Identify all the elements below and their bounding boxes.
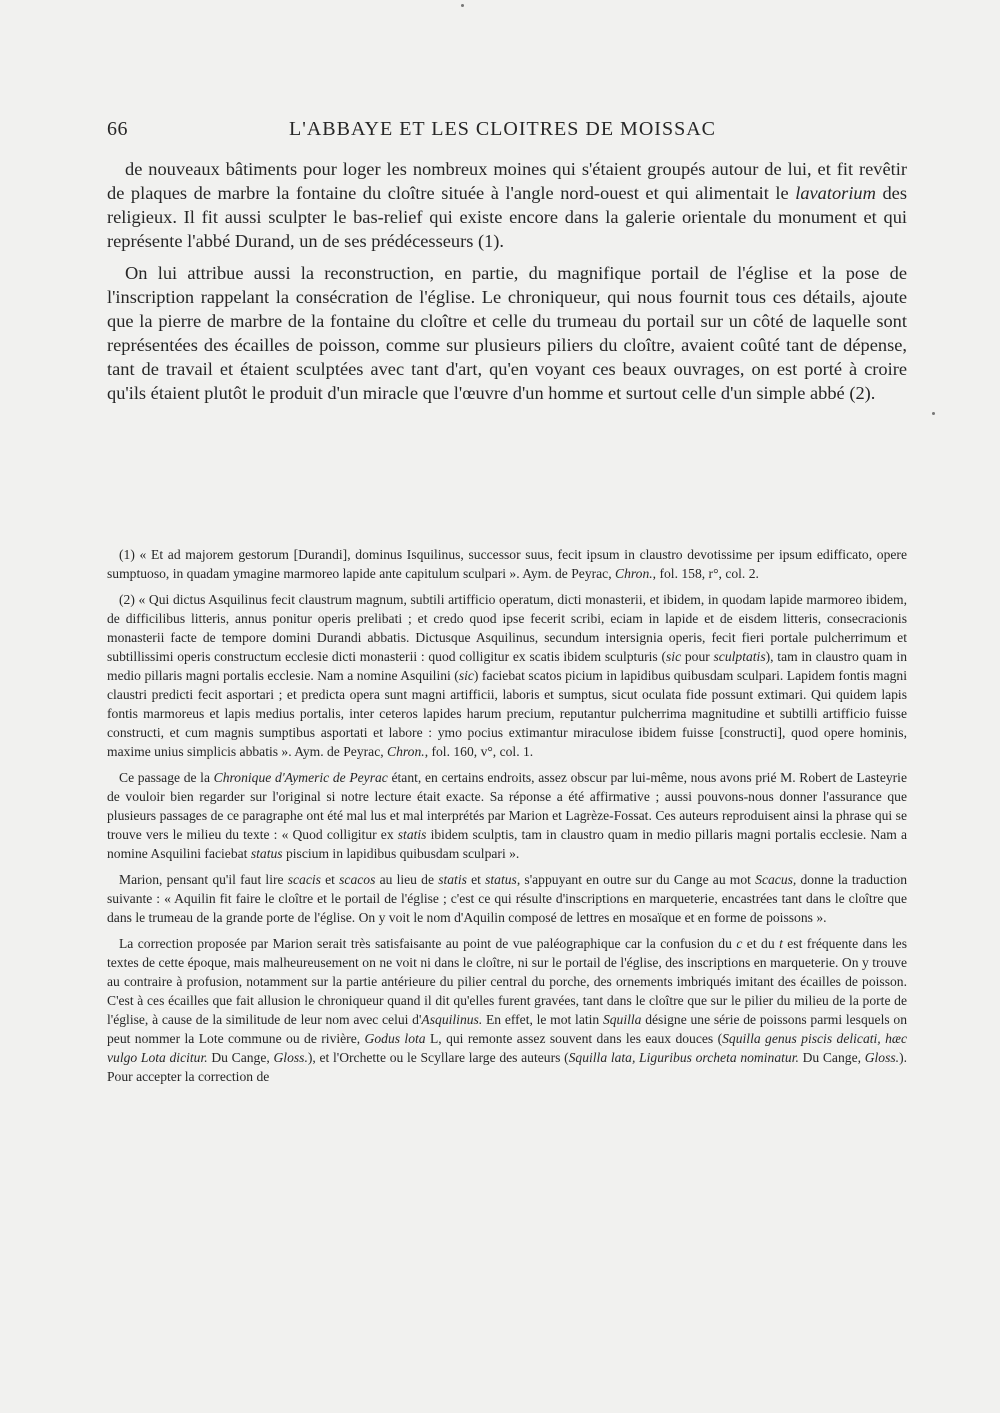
text-run: (2) « Qui dictus Asquilinus fecit claustrum magnum, subtili artifficio operatum, dicti monasterii, et ibidem, in quodam lapide marmoreo ibidem, de difficilibus litteris, annus ponitur operis prelibati ; et credo quod ipse fecerit scribi, eciam in lapide et de eisdem litteris, consecracionis monasterii facte de tempore domini Durandi abbatis. Dictusque Asquilinus, secundum intersignia operis, fecit fieri portale pulcherrimum et subtillissimi operis constructum ecclesie dicti monasterii : quod colligitur ex scatis ibidem sculpturis (: [107, 592, 907, 664]
italic-text: Squilla genus piscis delicati, hæc vulgo Lota dicitur.: [107, 1031, 907, 1065]
italic-text: status: [250, 846, 283, 861]
text-run: Marion, pensant qu'il faut lire: [119, 872, 288, 887]
text-run: , fol. 158, r°, col. 2.: [652, 566, 759, 581]
footnote-2: [107, 590, 907, 761]
paper-speck: [932, 412, 935, 415]
italic-text: Squilla lata, Liguribus orcheta nominatur.: [568, 1050, 799, 1065]
italic-text: statis: [438, 872, 467, 887]
text-run: Du Cange,: [207, 1050, 274, 1065]
text-run: de nouveaux bâtiments pour loger les nombreux moines qui s'étaient groupés autour de lui, et fit revêtir de plaques de marbre la fontaine du cloître située à l'angle nord-ouest et qui alimentait le: [107, 159, 907, 203]
footnotes: [107, 545, 907, 1086]
paper-speck: [461, 4, 464, 7]
text-run: étant, en certains endroits, assez obscur par lui-même, nous avons prié M. Robert de Lasteyrie de vouloir bien regarder sur l'original si notre lecture était exacte. Sa réponse a été affirmative ; aussi pouvons-nous donner l'assurance que plusieurs passages de ce paragraphe ont été mal lus et mal interprétés par Marion et Lagrèze-Fossat. Ces auteurs reproduisent ainsi la phrase qui se trouve vers le milieu du texte : « Quod colligitur ex: [107, 770, 907, 842]
text-run: ), tam in claustro quam in medio pillaris magni portalis ecclesie. Nam a nomine Asquilini (: [107, 649, 907, 683]
text-run: , fol. 160, v°, col. 1.: [424, 744, 534, 759]
italic-text: sic: [458, 668, 474, 683]
page-header: [107, 118, 907, 146]
text-run: , s'appuyant en outre sur du Cange au mot: [516, 872, 756, 887]
footnote-4: [107, 870, 907, 927]
text-run: Du Cange,: [798, 1050, 865, 1065]
italic-text: status: [485, 872, 517, 887]
text-run: et: [320, 872, 340, 887]
main-text: [107, 157, 907, 405]
italic-text: t: [779, 936, 783, 951]
running-title: L'ABBAYE ET LES CLOITRES DE MOISSAC: [289, 118, 716, 140]
text-run: ) faciebat scatos picium in lapidibus quibusdam sculpari. Lapidem fontis magni claustri predicti fecit asportari ; et predicta opera sunt magni artifficii, laboris et sumptus, sicut oculata fide possunt extimari. Qui quidem lapis fontis marmoreus et lapis medius portalis, inter ceteros lapides harum precium, reputantur pulcherrima magnitudine et subtilli artifficio fuisse constructi, et cum magnis sumptibus asportati et labore : ymo pocius extimantur miraculose ibidem fuisse [constructi], quod opere hominis, maxime unius simplicis abbatis ». Aym. de Peyrac,: [107, 668, 907, 759]
text-run: donne la traduction suivante : « Aquilin fit faire le cloître et le portail de l'église ; c'est ce qui résulte d'inscriptions en marqueterie, encastrées tant dans le cloître que dans le trumeau de la grande porte de l'église. On y voit le nom d'Aquilin composé de lettres en mosaïque et en forme de poissons ».: [107, 872, 908, 925]
italic-text: Asquilinus.: [421, 1012, 483, 1027]
italic-text: scacis: [287, 872, 321, 887]
italic-text: lavatorium: [795, 183, 876, 203]
text-run: (1) « Et ad majorem gestorum [Durandi], dominus Isquilinus, successor suus, fecit ipsum in claustro devotissime per ipsum edifficato, opere sumptuoso, in quadam ymagine marmoreo lapide ante capitulum sculpari ». Aym. de Peyrac,: [107, 547, 907, 581]
italic-text: c: [736, 936, 743, 951]
italic-text: Scacus,: [755, 872, 797, 887]
body-paragraph-1: [107, 157, 907, 253]
italic-text: statis: [397, 827, 427, 842]
italic-text: Chron.: [615, 566, 653, 581]
italic-text: Gloss.: [273, 1050, 308, 1065]
body-paragraph-2: [107, 261, 907, 405]
text-run: et: [466, 872, 486, 887]
footnote-3: [107, 768, 907, 863]
footnote-5: [107, 934, 907, 1086]
italic-text: Gloss.: [864, 1050, 900, 1065]
text-run: ). Pour accepter la correction de: [107, 1050, 908, 1084]
italic-text: Godus lota: [364, 1031, 426, 1046]
text-run: Ce passage de la: [119, 770, 214, 785]
text-run: ), et l'Orchette ou le Scyllare large des auteurs (: [307, 1050, 569, 1065]
text-run: La correction proposée par Marion serait très satisfaisante au point de vue paléographique car la confusion du: [119, 936, 737, 951]
text-run: En effet, le mot latin: [482, 1012, 603, 1027]
text-run: L, qui remonte assez souvent dans les eaux douces (: [425, 1031, 723, 1046]
text-run: pour: [681, 649, 714, 664]
text-run: au lieu de: [375, 872, 439, 887]
italic-text: Chron.: [387, 744, 425, 759]
text-run: ibidem sculptis, tam in claustro quam in medio pillaris magni portalis ecclesie. Nam a nomine Asquilini faciebat: [107, 827, 908, 861]
text-run: est fréquente dans les textes de cette époque, mais malheureusement on ne voit ni dans le cloître, ni sur le portail de l'église, des inscriptions en marqueterie. On y trouve au contraire à profusion, notamment sur la partie antérieure du pilier central du porche, des ornements imbriqués imitant des écailles de poisson. C'est à ces écailles que fait allusion le chroniqueur quand il dit qu'elles furent gravées, tant dans le cloître que sur le pilier du milieu de la porte de l'église, à cause de la similitude de leur nom avec celui d': [107, 936, 907, 1027]
italic-text: scacos: [339, 872, 376, 887]
text-run: piscium in lapidibus quibusdam sculpari ».: [282, 846, 520, 861]
page-number: 66: [107, 118, 128, 140]
text-run: On lui attribue aussi la reconstruction, en partie, du magnifique portail de l'église et la pose de l'inscription rappelant la consécration de l'église. Le chroniqueur, qui nous fournit tous ces détails, ajoute que la pierre de marbre de la fontaine du cloître et celle du trumeau du portail sur un côté de laquelle sont représentées des écailles de poisson, comme sur plusieurs piliers du cloître, avaient coûté tant de dépense, tant de travail et étaient sculptées avec tant d'art, qu'en voyant ces beaux ouvrages, on est porté à croire qu'ils étaient plutôt le produit d'un miracle que l'œuvre d'un homme et surtout celle d'un simple abbé (2).: [107, 263, 907, 403]
italic-text: Chronique d'Aymeric de Peyrac: [213, 770, 388, 785]
footnote-1: [107, 545, 907, 583]
italic-text: Squilla: [602, 1012, 642, 1027]
italic-text: sic: [666, 649, 682, 664]
text-run: désigne une série de poissons parmi lesquels on peut nommer la Lote commune ou de rivière,: [107, 1012, 907, 1046]
italic-text: sculptatis: [713, 649, 766, 664]
text-run: des religieux. Il fit aussi sculpter le bas-relief qui existe encore dans la galerie orientale du monument et qui représente l'abbé Durand, un de ses prédécesseurs (1).: [107, 183, 907, 251]
text-run: et du: [742, 936, 780, 951]
